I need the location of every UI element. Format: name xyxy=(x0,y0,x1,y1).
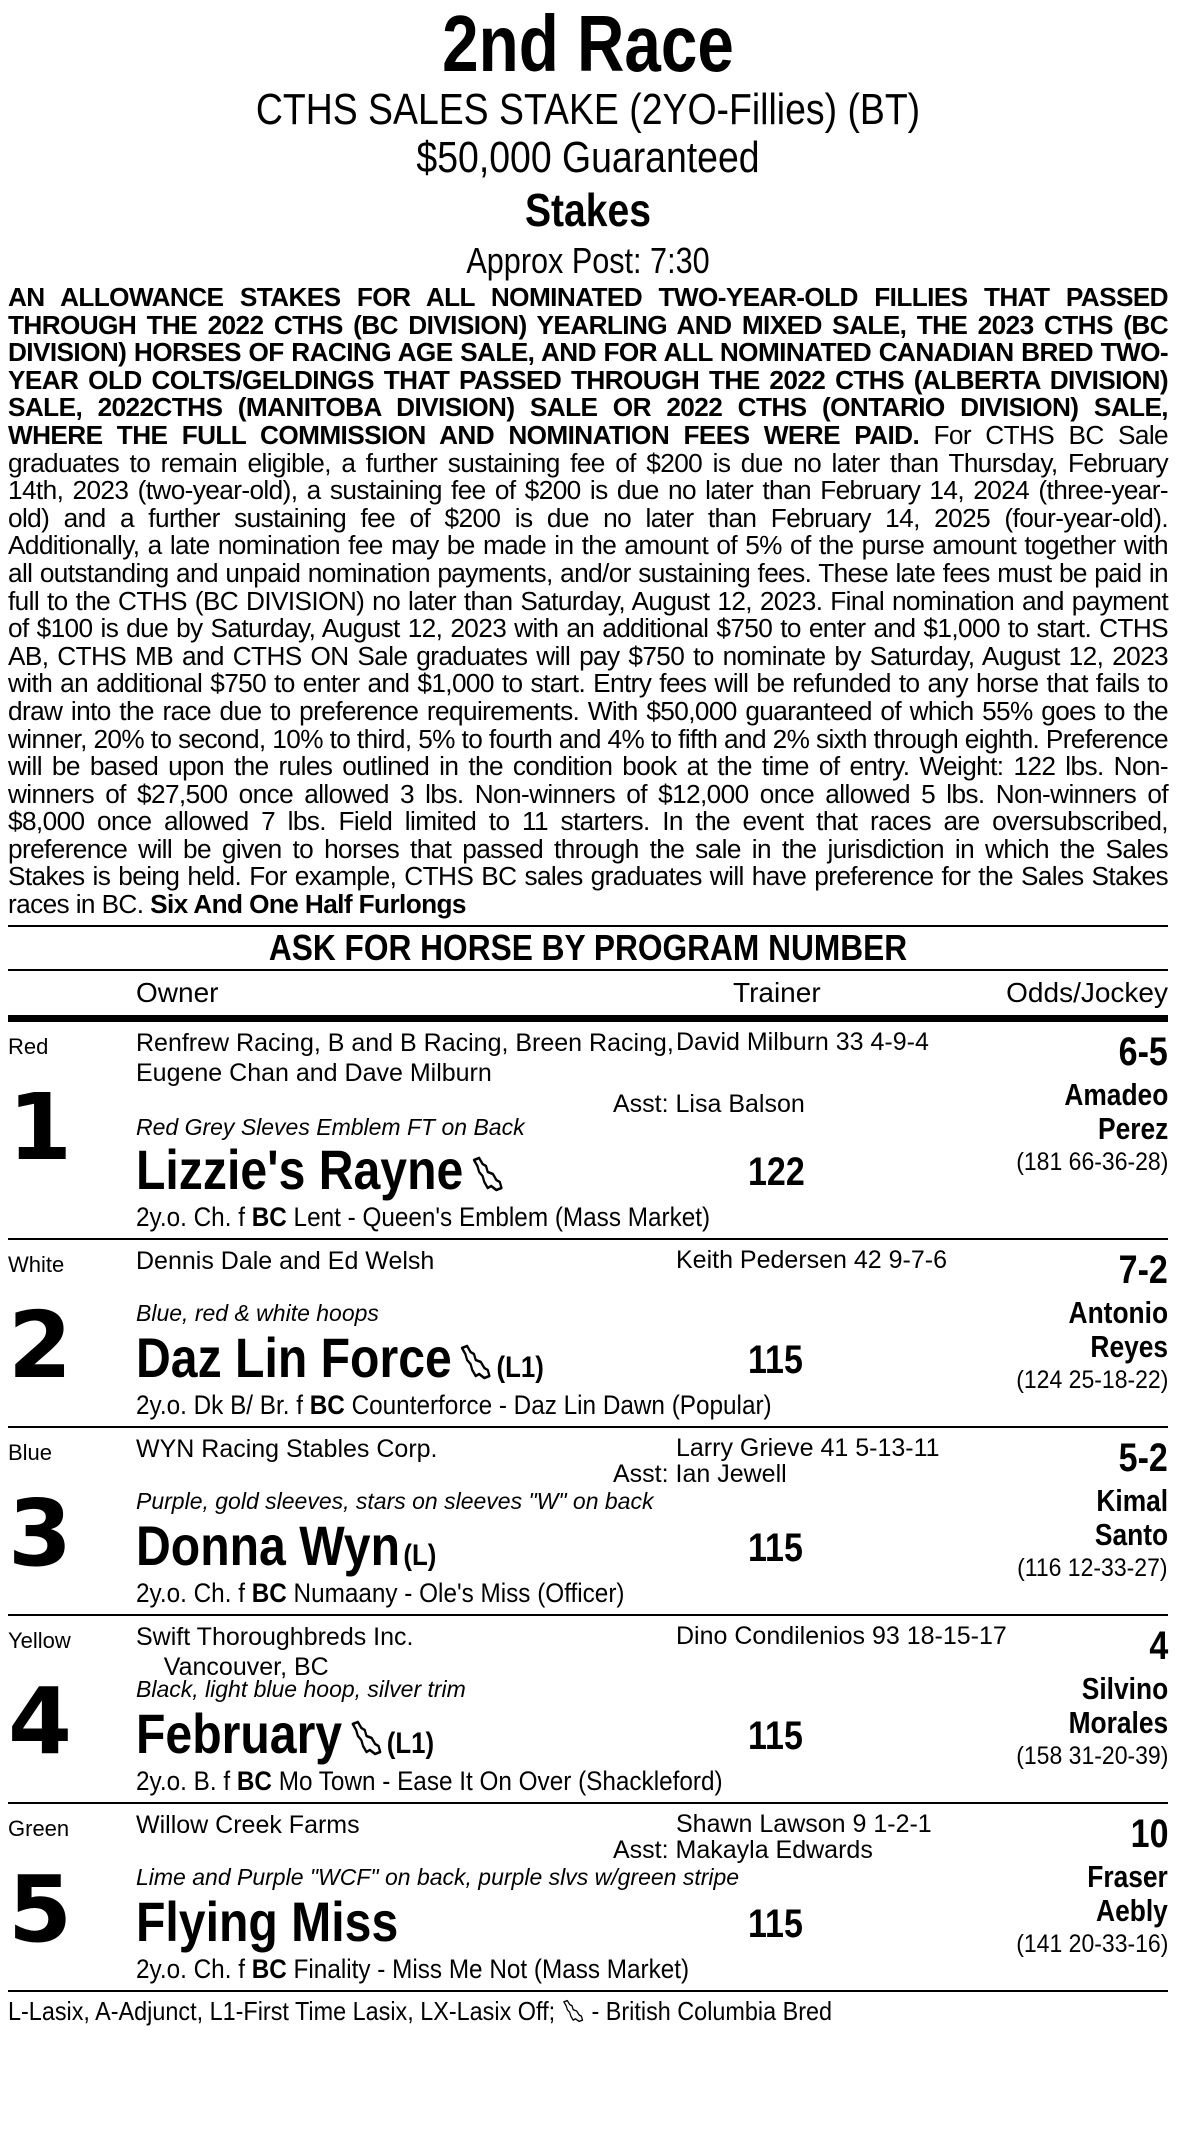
pedigree xyxy=(136,1390,772,1421)
jockey-name xyxy=(1064,1078,1168,1146)
assistant-trainer: Asst: Makayla Edwards xyxy=(613,1835,873,1864)
pedigree-age-sex: 2y.o. Ch. f xyxy=(136,1953,252,1984)
silks-description: Black, light blue hoop, silver trim xyxy=(136,1675,466,1702)
jockey-first-name: Antonio xyxy=(1068,1294,1168,1330)
morning-line-odds: 6-5 xyxy=(1118,1029,1168,1074)
owner-line-1: Swift Thoroughbreds Inc. xyxy=(136,1622,414,1651)
jockey-first-name: Fraser xyxy=(1087,1858,1168,1894)
jockey-stats: (158 31-20-39) xyxy=(1015,1741,1168,1770)
british-columbia-map-icon xyxy=(349,1718,383,1758)
program-number: 3 xyxy=(8,1479,73,1587)
horse-name: Lizzie's Rayne xyxy=(136,1137,464,1201)
pedigree-bred-flag: BC xyxy=(251,1953,287,1984)
pedigree-sire-dam: Numaany - Ole's Miss (Officer) xyxy=(286,1577,625,1608)
silks-description: Red Grey Sleves Emblem FT on Back xyxy=(136,1113,525,1140)
program-heading: ASK FOR HORSE BY PROGRAM NUMBER xyxy=(268,926,908,968)
race-type: Stakes xyxy=(524,184,652,236)
entry-row xyxy=(8,1804,1168,1990)
approx-post-time: Approx Post: 7:30 xyxy=(466,240,710,281)
trainer: Keith Pedersen 42 9-7-6 xyxy=(676,1245,948,1274)
jockey-stats: (181 66-36-28) xyxy=(1015,1147,1168,1176)
entries-list xyxy=(8,1022,1168,1992)
owner-line-1: Dennis Dale and Ed Welsh xyxy=(136,1246,435,1275)
trainer-column-header: Trainer xyxy=(733,976,821,1008)
assistant-trainer: Asst: Lisa Balson xyxy=(613,1089,805,1118)
owner xyxy=(136,1028,674,1088)
horse-name-line xyxy=(136,1889,402,1962)
pedigree-age-sex: 2y.o. Ch. f xyxy=(136,1201,252,1232)
race-number: 2nd Race xyxy=(442,0,734,88)
medication-flag: (L1) xyxy=(496,1350,544,1384)
british-columbia-map-icon xyxy=(562,1998,585,2024)
jockey-last-name: Morales xyxy=(1068,1704,1168,1740)
horse-name-line xyxy=(136,1137,508,1210)
race-program-page xyxy=(8,0,1168,2027)
saddle-cloth-color: Red xyxy=(8,1033,49,1059)
weight: 115 xyxy=(748,1337,803,1382)
entry-row xyxy=(8,1428,1168,1614)
weight: 115 xyxy=(748,1901,803,1946)
program-number: 2 xyxy=(8,1291,73,1399)
morning-line-odds: 10 xyxy=(1130,1811,1168,1856)
jockey-stats: (116 12-33-27) xyxy=(1017,1553,1168,1582)
pedigree xyxy=(136,1578,625,1609)
column-headers xyxy=(8,971,1168,1015)
weight: 115 xyxy=(748,1713,803,1758)
morning-line-odds: 7-2 xyxy=(1118,1247,1168,1292)
jockey-stats: (141 20-33-16) xyxy=(1015,1929,1168,1958)
horse-name: Donna Wyn xyxy=(136,1513,400,1577)
medication-flag: (L1) xyxy=(386,1726,435,1760)
program-number: 1 xyxy=(8,1073,73,1181)
pedigree-sire-dam: Counterforce - Daz Lin Dawn (Popular) xyxy=(344,1389,772,1420)
morning-line-odds: 5-2 xyxy=(1118,1435,1168,1480)
jockey-first-name: Amadeo xyxy=(1064,1076,1168,1112)
legend xyxy=(8,1996,1052,2027)
saddle-cloth-color: White xyxy=(8,1251,65,1277)
legend-text: L-Lasix, A-Adjunct, L1-First Time Lasix, LX-Lasix Off; xyxy=(8,1995,562,2026)
owner xyxy=(136,1810,360,1840)
horse-name: Daz Lin Force xyxy=(136,1325,452,1389)
jockey-last-name: Reyes xyxy=(1090,1328,1168,1364)
weight: 122 xyxy=(748,1149,805,1194)
owner xyxy=(136,1246,434,1276)
entry-row xyxy=(8,1240,1168,1426)
jockey-name xyxy=(1068,1296,1168,1364)
jockey-first-name: Kimal xyxy=(1096,1482,1168,1518)
program-number: 4 xyxy=(8,1667,73,1775)
pedigree xyxy=(136,1954,689,1985)
saddle-cloth-color: Yellow xyxy=(8,1627,71,1653)
morning-line-odds: 4 xyxy=(1149,1623,1168,1668)
weight: 115 xyxy=(748,1525,803,1570)
legend-bc-text: - British Columbia Bred xyxy=(584,1995,833,2026)
silks-description: Blue, red & white hoops xyxy=(136,1299,379,1326)
jockey-last-name: Aebly xyxy=(1096,1892,1168,1928)
pedigree-age-sex: 2y.o. Dk B/ Br. f xyxy=(136,1389,310,1420)
trainer: Dino Condilenios 93 18-15-17 xyxy=(676,1621,1007,1650)
entry-row xyxy=(8,1022,1168,1238)
pedigree xyxy=(136,1202,710,1233)
owner-line-2: Eugene Chan and Dave Milburn xyxy=(136,1058,492,1087)
owner xyxy=(136,1622,413,1682)
pedigree-bred-flag: BC xyxy=(236,1765,272,1796)
race-distance: Six And One Half Furlongs xyxy=(150,889,466,920)
pedigree-sire-dam: Finality - Miss Me Not (Mass Market) xyxy=(286,1953,690,1984)
race-header xyxy=(8,2,1168,284)
saddle-cloth-color: Green xyxy=(8,1815,70,1841)
pedigree-sire-dam: Mo Town - Ease It On Over (Shackleford) xyxy=(271,1765,723,1796)
program-number: 5 xyxy=(8,1855,73,1963)
horse-name: Flying Miss xyxy=(136,1889,399,1953)
owner xyxy=(136,1434,438,1464)
owner-line-1: Renfrew Racing, B and B Racing, Breen Racing, xyxy=(136,1028,674,1057)
conditions-body: For CTHS BC Sale graduates to remain eligible, a further sustaining fee of $200 is due no later than Thursday, February 14th, 2023 (two-year-old), a sustaining fee of $200 is due no later than February 14, 2024 (three-year-old) and a further sustaining fee of $200 is due no later than February 14, 2025 (four-year-old). Additionally, a late nomination fee may be made in the amount of 5% of the purse amount together with all outstanding and unpaid nomination payments, and/or sustaining fees. These late fees must be paid in full to the CTHS (BC DIVISION) no later than Saturday, August 12, 2023. Final nomination and payment of $100 is due by Saturday, August 12, 2023 with an additional $750 to enter and $1,000 to start. CTHS AB, CTHS MB and CTHS ON Sale graduates will pay $750 to nominate by Saturday, August 12, 2023 with an additional $750 to enter and $1,000 to start. Entry fees will be refunded to any horse that fails to draw into the race due to preference requirements. With $50,000 guaranteed of which 55% goes to the winner, 20% to second, 10% to third, 5% to fourth and 4% to fifth and 2% sixth through eighth. Preference will be based upon the rules outlined in the condition book at the time of entry. Weight: 122 lbs. Non-winners of $27,500 once allowed 3 lbs. Non-winners of $12,000 once allowed 5 lbs. Non-winners of $8,000 once allowed 7 lbs. Field limited to 11 starters. In the event that races are oversubscribed, preference will be given to horses that passed through the sale in the jurisdiction in which the Sales Stakes is being held. For example, CTHS BC sales graduates will have preference for the Sales Stakes races in BC. xyxy=(8,419,1169,920)
divider-thick xyxy=(8,1015,1168,1022)
pedigree-bred-flag: BC xyxy=(251,1201,287,1232)
silks-description: Purple, gold sleeves, stars on sleeves "W" on back xyxy=(136,1487,654,1514)
conditions-intro: AN ALLOWANCE STAKES FOR ALL NOMINATED TWO-YEAR-OLD FILLIES THAT PASSED THROUGH THE 2022 CTHS (BC DIVISION) YEARLING AND MIXED SALE, THE 2023 CTHS (BC DIVISION) HORSES OF RACING AGE SALE, AND FOR ALL NOMINATED CANADIAN BRED TWO-YEAR OLD COLTS/GELDINGS THAT PASSED THROUGH THE 2022 CTHS (ALBERTA DIVISION) SALE, 2022CTHS (MANITOBA DIVISION) SALE OR 2022 CTHS (ONTARIO DIVISION) SALE, WHERE THE FULL COMMISSION AND NOMINATION FEES WERE PAID. xyxy=(8,282,1168,450)
british-columbia-map-icon xyxy=(459,1342,493,1382)
race-name: CTHS SALES STAKE (2YO-Fillies) (BT) xyxy=(255,85,921,134)
trainer: Shawn Lawson 9 1-2-1 xyxy=(676,1809,932,1838)
pedigree-age-sex: 2y.o. B. f xyxy=(136,1765,237,1796)
silks-description: Lime and Purple "WCF" on back, purple slvs w/green stripe xyxy=(136,1863,740,1890)
pedigree-bred-flag: BC xyxy=(251,1577,287,1608)
jockey-last-name: Perez xyxy=(1097,1110,1168,1146)
jockey-name xyxy=(1068,1672,1168,1740)
horse-name-line xyxy=(136,1513,437,1586)
horse-name-line xyxy=(136,1325,544,1398)
owner-line-2: Vancouver, BC xyxy=(136,1652,329,1681)
trainer: Larry Grieve 41 5-13-11 xyxy=(676,1433,940,1462)
pedigree xyxy=(136,1766,723,1797)
owner-column-header: Owner xyxy=(136,976,219,1008)
race-purse: $50,000 Guaranteed xyxy=(416,133,760,182)
race-conditions xyxy=(8,284,1168,919)
trainer: David Milburn 33 4-9-4 xyxy=(676,1027,929,1056)
saddle-cloth-color: Blue xyxy=(8,1439,53,1465)
owner-line-1: Willow Creek Farms xyxy=(136,1810,360,1839)
odds-jockey-column-header: Odds/Jockey xyxy=(1006,976,1168,1008)
assistant-trainer: Asst: Ian Jewell xyxy=(613,1459,787,1488)
pedigree-age-sex: 2y.o. Ch. f xyxy=(136,1577,252,1608)
medication-flag: (L) xyxy=(403,1538,437,1572)
jockey-name xyxy=(1095,1484,1168,1552)
jockey-last-name: Santo xyxy=(1094,1516,1168,1552)
entry-row xyxy=(8,1616,1168,1802)
horse-name-line xyxy=(136,1701,435,1774)
british-columbia-map-icon xyxy=(470,1154,504,1194)
pedigree-sire-dam: Lent - Queen's Emblem (Mass Market) xyxy=(286,1201,711,1232)
jockey-first-name: Silvino xyxy=(1081,1670,1168,1706)
jockey-name xyxy=(1087,1860,1168,1928)
pedigree-bred-flag: BC xyxy=(309,1389,345,1420)
owner-line-1: WYN Racing Stables Corp. xyxy=(136,1434,438,1463)
divider xyxy=(8,1990,1168,1992)
jockey-stats: (124 25-18-22) xyxy=(1015,1365,1168,1394)
horse-name: February xyxy=(136,1701,343,1765)
